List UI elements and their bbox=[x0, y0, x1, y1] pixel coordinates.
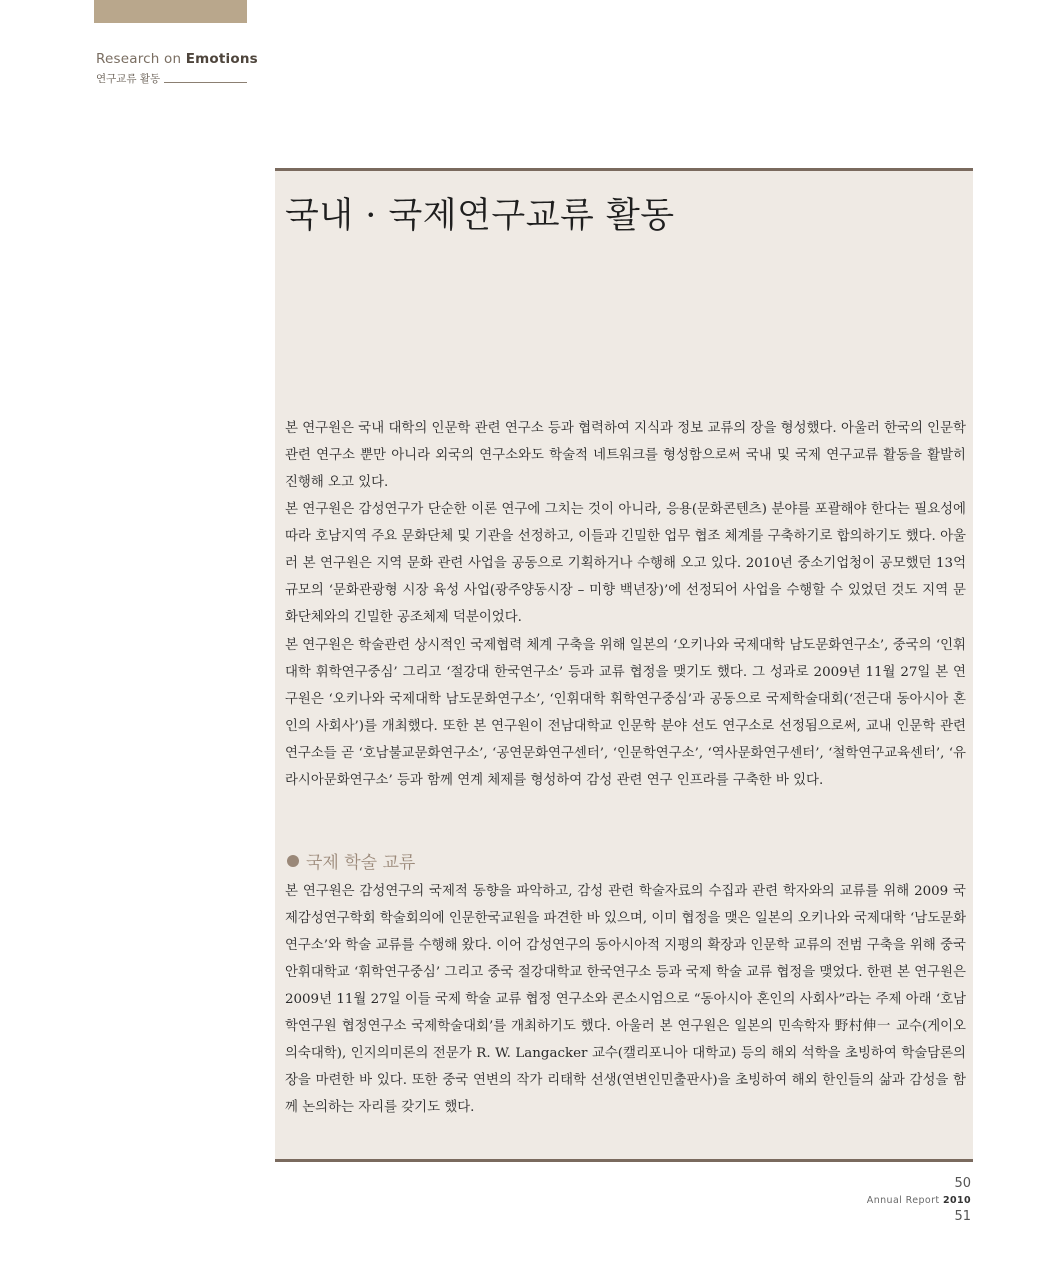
section-title-en: Research on Emotions bbox=[96, 51, 258, 67]
body-paragraph-1: 본 연구원은 국내 대학의 인문학 관련 연구소 등과 협력하여 지식과 정보 교류의 장을 형성했다. 아울러 한국의 인문학 관련 연구소 뿐만 아니라 외국의 연구소와도 학술적 네트워크를 형성함으로써 국내 및 국제 연구교류 활동을 활발히 진행해 오고 있다. bbox=[285, 421, 966, 490]
body-paragraph-2: 본 연구원은 감성연구가 단순한 이론 연구에 그치는 것이 아니라, 응용(문화콘텐츠) 분야를 포괄해야 한다는 필요성에 따라 호남지역 주요 문화단체 및 기관을 선정하고, 이들과 긴밀한 업무 협조 체계를 구축하기로 합의하기도 했다. 아울러 본 연구원은 지역 문화 관련 사업을 공동으로 기획하거나 수행해 오고 있다. 2010년 중소기업청이 공모했던 13억 규모의 ‘문화관광형 시장 육성 사업(광주양동시장 – 미향 백년장)’에 선정되어 사업을 수행할 수 있었던 것도 지역 문화단체와의 긴밀한 공조체제 덕분이었다. bbox=[285, 502, 966, 625]
body-paragraph-3: 본 연구원은 학술관련 상시적인 국제협력 체계 구축을 위해 일본의 ‘오키나와 국제대학 남도문화연구소’, 중국의 ‘인휘대학 휘학연구중심’ 그리고 ‘절강대 한국연구소’ 등과 교류 협정을 맺기도 했다. 그 성과로 2009년 11월 27일 본 연구원은 ‘오키나와 국제대학 남도문화연구소’, ‘인휘대학 휘학연구중심’과 공동으로 국제학술대회(‘전근대 동아시아 혼인의 사회사’)를 개최했다. 또한 본 연구원이 전남대학교 인문학 분야 선도 연구소로 선정됨으로써, 교내 인문학 관련 연구소들 곧 ‘호남불교문화연구소’, ‘공연문화연구센터’, ‘인문학연구소’, ‘역사문화연구센터’, ‘철학연구교육센터’, ‘유라시아문화연구소’ 등과 함께 연계 체제를 형성하여 감성 관련 연구 인프라를 구축한 바 있다. bbox=[285, 638, 966, 788]
section-paragraph: 본 연구원은 감성연구의 국제적 동향을 파악하고, 감성 관련 학술자료의 수집과 관련 학자와의 교류를 위해 2009 국제감성연구학회 학술회의에 인문한국교원을 파견한 바 있으며, 이미 협정을 맺은 일본의 오키나와 국제대학 ‘남도문화연구소’와 학술 교류를 수행해 왔다. 이어 감성연구의 동아시아적 지평의 확장과 인문학 교류의 전범 구축을 위해 중국 안휘대학교 ‘휘학연구중심’ 그리고 중국 절강대학교 한국연구소 등과 국제 학술 교류 협정을 맺었다. 한편 본 연구원은 2009년 11월 27일 이들 국제 학술 교류 협정 연구소와 콘소시엄으로 “동아시아 혼인의 사회사”라는 주제 아래 ‘호남학연구원 협정연구소 국제학술대회’를 개최하기도 했다. 아울러 본 연구원은 일본의 민속학자 野村伸一 교수(게이오의숙대학), 인지의미론의 전문가 R. W. Langacker 교수(캘리포니아 대학교) 등의 해외 석학을 초빙하여 학술담론의 장을 마련한 바 있다. 또한 중국 연변의 작가 리태학 선생(연변인민출판사)을 초빙하여 해외 한인들의 삶과 감성을 함께 논의하는 자리를 갖기도 했다. bbox=[285, 884, 966, 1115]
page-number-right: 51 bbox=[954, 1209, 971, 1224]
page-number-left: 50 bbox=[954, 1176, 971, 1191]
header-divider bbox=[164, 82, 247, 83]
annual-report-label: Annual Report 2010 bbox=[866, 1195, 971, 1206]
bullet-icon bbox=[287, 855, 299, 867]
section-title-ko: 연구교류 활동 bbox=[96, 73, 161, 85]
header-color-tab bbox=[94, 0, 247, 23]
page-title: 국내 · 국제연구교류 활동 bbox=[285, 196, 675, 236]
section-heading: 국제 학술 교류 bbox=[287, 848, 415, 873]
